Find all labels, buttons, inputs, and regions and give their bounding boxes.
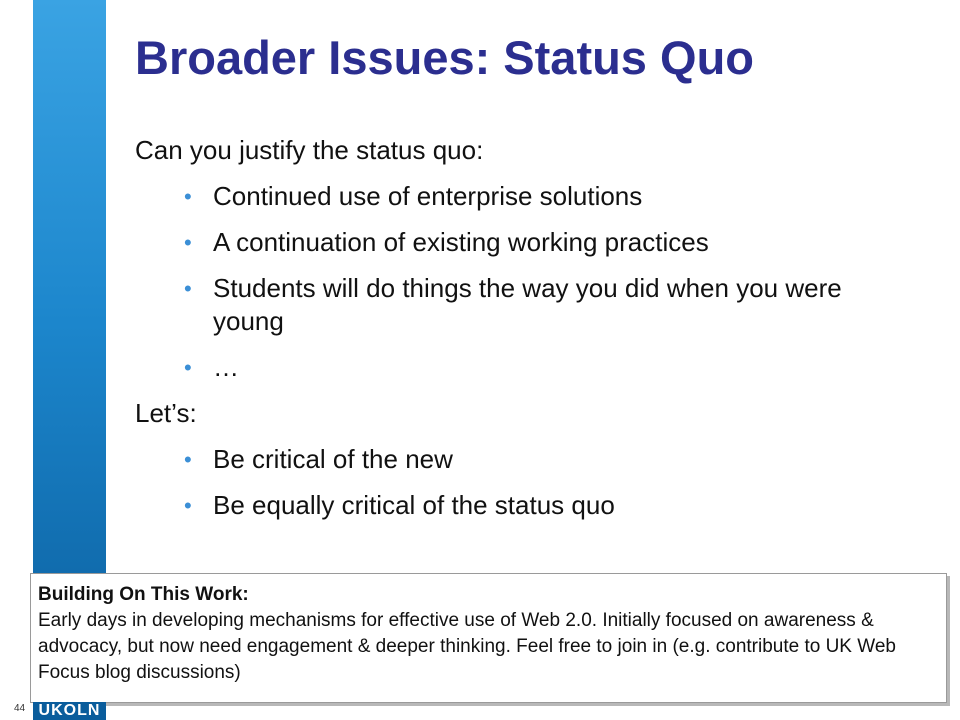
- bullet-text: …: [213, 352, 239, 382]
- section-heading-status-quo: Can you justify the status quo:: [135, 135, 484, 165]
- info-box-body: Early days in developing mechanisms for effective use of Web 2.0. Initially focused on awareness & advocacy, but now need engagement & deeper thinking. Feel free to join in (e.g. contribute to UK Web Focus blog discussions): [38, 610, 896, 683]
- list-item: [135, 351, 935, 384]
- bullet-icon: •: [184, 230, 192, 255]
- bullet-icon: •: [184, 184, 192, 209]
- bullet-list-lets: [135, 443, 935, 522]
- slide-content: [135, 134, 935, 535]
- bullet-text: Continued use of enterprise solutions: [213, 181, 643, 211]
- bullet-text: A continuation of existing working practices: [213, 227, 709, 257]
- slide-title: Broader Issues: Status Quo: [135, 31, 754, 84]
- list-item: [135, 272, 935, 338]
- bullet-icon: •: [184, 493, 192, 518]
- list-item: [135, 226, 935, 259]
- list-item: [135, 489, 935, 522]
- ukoln-logo: UKOLN: [33, 702, 106, 720]
- bullet-text: Be critical of the new: [213, 444, 453, 474]
- info-box-title: Building On This Work:: [38, 584, 249, 605]
- section-heading-lets: Let’s:: [135, 398, 197, 428]
- bullet-text: Students will do things the way you did when you were young: [213, 273, 842, 336]
- list-item: [135, 443, 935, 476]
- bullet-text: Be equally critical of the status quo: [213, 490, 615, 520]
- page-number: 44: [14, 703, 26, 714]
- bullet-icon: •: [184, 276, 192, 301]
- list-item: [135, 180, 935, 213]
- bullet-list-status-quo: [135, 180, 935, 384]
- info-box: [30, 573, 947, 703]
- bullet-icon: •: [184, 447, 192, 472]
- bullet-icon: •: [184, 355, 192, 380]
